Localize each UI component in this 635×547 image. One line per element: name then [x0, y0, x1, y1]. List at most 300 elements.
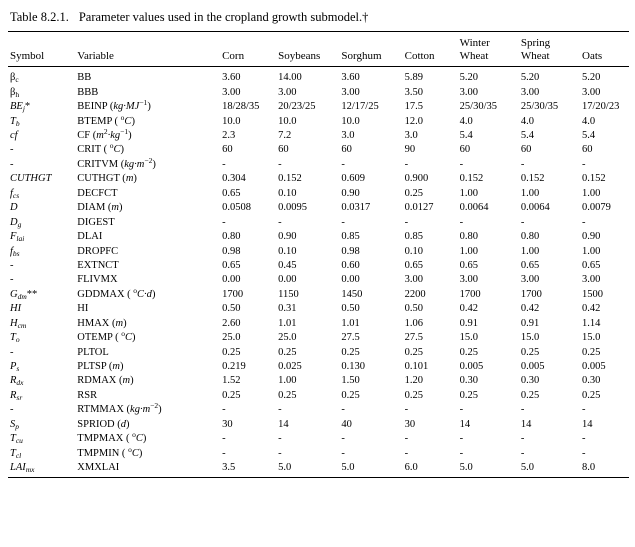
cell-winter: 4.0	[459, 115, 473, 127]
cell-spring: 0.25	[520, 346, 540, 358]
cell-sorghum: 5.0	[341, 462, 355, 474]
cell-corn: 0.219	[222, 361, 246, 373]
cell-winter: -	[459, 404, 464, 416]
cell-spring: -	[520, 447, 525, 459]
cell-corn: 30	[222, 418, 233, 430]
cell-variable: OTEMP ( $^o$C)	[77, 329, 136, 344]
cell-corn: 0.304	[222, 173, 246, 185]
cell-variable: RTMMAX $(kg\cdot m^{-2})$	[77, 401, 162, 416]
cell-winter: 0.65	[459, 259, 479, 271]
cell-symbol: $D_g$	[10, 216, 22, 229]
cell-cotton: 90	[404, 144, 416, 156]
cell-variable: FLIVMX	[77, 274, 118, 286]
cell-soybeans: 0.25	[278, 389, 297, 401]
cell-oats: 14	[582, 418, 593, 430]
cell-spring: 0.65	[520, 259, 540, 271]
cell-cotton: 0.25	[404, 389, 423, 401]
cell-sorghum: 1.50	[341, 375, 360, 387]
col-header-oats: Oats	[580, 50, 629, 67]
cell-cotton: 30	[404, 418, 416, 430]
cell-spring: -	[520, 404, 525, 416]
cell-oats: 0.152	[582, 173, 606, 185]
table-row	[8, 114, 629, 128]
cell-winter: 25/30/35	[459, 101, 498, 113]
cell-variable: TMPMIN ( $^o$C)	[77, 444, 143, 459]
cell-soybeans: 0.00	[278, 274, 297, 286]
cell-soybeans: 1.00	[278, 375, 297, 387]
cell-spring: 1.00	[520, 245, 540, 257]
col-header-variable: Variable	[75, 50, 220, 67]
cell-sorghum: -	[341, 404, 345, 416]
cell-oats: 17/20/23	[582, 101, 620, 113]
cell-symbol: $BE_j*$	[10, 101, 31, 114]
cell-winter: 0.80	[459, 231, 479, 243]
cell-winter: 0.30	[459, 375, 479, 387]
cell-spring: 25/30/35	[520, 101, 559, 113]
cell-winter: 15.0	[459, 332, 479, 344]
cell-spring: 14	[520, 418, 532, 430]
cell-variable: CUTHGT (m)	[77, 173, 137, 185]
cell-symbol: CUTHGT	[10, 173, 52, 185]
cell-sorghum: 27.5	[341, 332, 360, 344]
cell-sorghum: 0.85	[341, 231, 360, 243]
table-row	[8, 461, 629, 475]
cell-soybeans: -	[278, 447, 282, 459]
table-row	[8, 287, 629, 301]
cell-sorghum: 3.60	[341, 72, 360, 84]
table-row	[8, 100, 629, 114]
table-row	[8, 345, 629, 359]
cell-soybeans: 1150	[278, 288, 299, 300]
cell-spring: 3.00	[520, 274, 540, 286]
col-header-symbol: Symbol	[8, 50, 75, 67]
cell-sorghum: 0.90	[341, 187, 360, 199]
col-header-spring: Wheat	[519, 50, 580, 67]
cell-corn: 2.60	[222, 317, 241, 329]
cell-sorghum: 0.25	[341, 389, 360, 401]
col-header-winter: Wheat	[458, 50, 519, 67]
table-row	[8, 374, 629, 388]
cell-cotton: 17.5	[404, 101, 423, 113]
cell-spring: 1.00	[520, 187, 540, 199]
cell-soybeans: 0.152	[278, 173, 302, 185]
cell-spring: 1700	[520, 288, 542, 300]
cell-variable: DROPFC	[77, 245, 119, 257]
cell-soybeans: -	[278, 158, 282, 170]
cell-variable: BTEMP ( $^o$C)	[77, 112, 135, 127]
table-row	[8, 417, 629, 431]
table-row	[8, 230, 629, 244]
col-header-variable-top	[75, 32, 220, 50]
cell-corn: 0.80	[222, 231, 241, 243]
cell-oats: 0.005	[582, 361, 606, 373]
cell-corn: 0.00	[222, 274, 241, 286]
cell-winter: 1700	[459, 288, 481, 300]
cell-soybeans: 14.00	[278, 72, 302, 84]
cell-spring: 60	[520, 144, 532, 156]
cell-spring: -	[520, 216, 525, 228]
cell-spring: 5.4	[520, 130, 534, 142]
table-number: Table 8.2.1.	[10, 10, 69, 24]
cell-corn: 2.3	[222, 130, 236, 142]
cell-oats: 15.0	[582, 332, 601, 344]
cell-winter: 0.152	[459, 173, 484, 185]
cell-oats: 5.20	[582, 72, 601, 84]
cell-symbol: $F_{lai}$	[10, 231, 25, 244]
cell-variable: RDMAX (m)	[77, 375, 134, 387]
cell-spring: 0.0064	[520, 202, 550, 214]
cell-soybeans: 7.2	[278, 130, 292, 142]
cell-symbol: -	[10, 404, 14, 416]
cell-corn: 10.0	[222, 115, 241, 127]
col-header-cotton: Cotton	[403, 50, 458, 67]
col-header-corn-top	[220, 32, 276, 50]
cell-soybeans: 0.45	[278, 259, 297, 271]
cell-winter: 0.91	[459, 317, 479, 329]
cell-cotton: 0.50	[404, 303, 423, 315]
cell-sorghum: 60	[341, 144, 352, 156]
cell-sorghum: -	[341, 216, 345, 228]
cell-corn: 0.65	[222, 187, 241, 199]
cell-sorghum: 12/17/25	[341, 101, 379, 113]
cell-symbol: $P_s$	[10, 361, 20, 374]
cell-symbol: cf	[10, 130, 18, 142]
cell-variable: DECFCT	[77, 187, 118, 199]
cell-variable: TMPMAX ( $^o$C)	[77, 430, 147, 445]
cell-cotton: 27.5	[404, 332, 423, 344]
cell-corn: 25.0	[222, 332, 241, 344]
cell-cotton: 2200	[404, 288, 426, 300]
cell-symbol: HI	[10, 303, 22, 315]
cell-winter: -	[459, 216, 464, 228]
cell-oats: 4.0	[582, 115, 596, 127]
col-header-soybeans: Soybeans	[276, 50, 339, 67]
cell-variable: DIGEST	[77, 216, 115, 228]
cell-symbol: $H_{cm}$	[10, 317, 27, 330]
cell-sorghum: 3.00	[341, 86, 360, 98]
col-header-sorghum-top	[339, 32, 402, 50]
cell-soybeans: 0.0095	[278, 202, 308, 214]
cell-variable: CF $(m^2\cdot kg^{-1})$	[77, 127, 132, 142]
cell-corn: -	[222, 158, 226, 170]
table-row	[8, 403, 629, 417]
cell-winter: 3.00	[459, 274, 479, 286]
cell-symbol: $T_b$	[10, 115, 20, 128]
cell-variable: XMXLAI	[77, 462, 120, 474]
table-header-row-top	[8, 32, 629, 50]
cell-symbol: -	[10, 144, 14, 156]
cell-cotton: -	[404, 433, 409, 445]
cell-oats: 3.00	[582, 274, 601, 286]
cell-spring: 3.00	[520, 86, 540, 98]
cell-corn: 0.50	[222, 303, 241, 315]
table-row	[8, 273, 629, 287]
cell-oats: -	[582, 158, 586, 170]
cell-spring: 0.30	[520, 375, 540, 387]
cell-oats: 8.0	[582, 462, 596, 474]
cell-spring: 0.005	[520, 361, 545, 373]
cell-cotton: 0.0127	[404, 202, 434, 214]
cell-variable: DIAM (m)	[77, 202, 123, 214]
cell-sorghum: 0.00	[341, 274, 360, 286]
cell-soybeans: 0.90	[278, 231, 297, 243]
cell-sorghum: 0.130	[341, 361, 366, 373]
cell-symbol: $T_{cu}$	[10, 433, 23, 446]
cell-corn: 0.98	[222, 245, 241, 257]
cell-corn: -	[222, 433, 226, 445]
table-body	[8, 67, 629, 475]
cell-sorghum: 1.01	[341, 317, 360, 329]
cell-sorghum: 0.60	[341, 259, 360, 271]
cell-cotton: -	[404, 404, 409, 416]
cell-winter: 1.00	[459, 187, 479, 199]
cell-winter: 5.20	[459, 72, 479, 84]
table-header-row	[8, 50, 629, 67]
cell-cotton: 0.85	[404, 231, 423, 243]
table-row	[8, 258, 629, 272]
table-row	[8, 129, 629, 143]
cell-symbol: $f_{cs}$	[10, 187, 20, 200]
cell-corn: 60	[222, 144, 233, 156]
cell-corn: -	[222, 404, 226, 416]
cell-corn: -	[222, 447, 226, 459]
cell-spring: 0.25	[520, 389, 540, 401]
cell-symbol: $LAI_{mx}$	[10, 462, 35, 475]
cell-oats: 5.4	[582, 130, 596, 142]
col-header-corn: Corn	[220, 50, 276, 67]
cell-cotton: 3.00	[404, 274, 423, 286]
cell-variable: SPRIOD (d)	[77, 418, 130, 430]
table-row	[8, 186, 629, 200]
cell-cotton: -	[404, 447, 409, 459]
cell-soybeans: 0.31	[278, 303, 297, 315]
cell-soybeans: -	[278, 404, 282, 416]
cell-sorghum: 40	[341, 418, 352, 430]
cell-soybeans: 0.10	[278, 187, 297, 199]
table-row	[8, 201, 629, 215]
cell-corn: 0.65	[222, 259, 241, 271]
cell-cotton: 1.06	[404, 317, 423, 329]
cell-soybeans: 5.0	[278, 462, 292, 474]
cell-corn: 0.25	[222, 389, 241, 401]
col-header-spring-top: Spring	[519, 32, 580, 50]
col-header-sorghum: Sorghum	[339, 50, 402, 67]
cell-cotton: 0.25	[404, 187, 423, 199]
cell-winter: 0.005	[459, 361, 484, 373]
table-row	[8, 215, 629, 229]
cell-oats: 0.30	[582, 375, 601, 387]
cell-soybeans: 0.25	[278, 346, 297, 358]
cell-symbol: D	[10, 202, 18, 214]
table-caption	[10, 10, 629, 25]
table-row	[8, 360, 629, 374]
cell-winter: 5.4	[459, 130, 473, 142]
cell-sorghum: 0.25	[341, 346, 360, 358]
col-header-oats-top	[580, 32, 629, 50]
cell-variable: HI	[77, 303, 89, 315]
cell-symbol: -	[10, 274, 14, 286]
cell-winter: -	[459, 447, 464, 459]
table-header	[8, 32, 629, 67]
cell-winter: 0.25	[459, 346, 479, 358]
cell-variable: HMAX (m)	[77, 317, 127, 329]
cell-corn: 3.60	[222, 72, 241, 84]
cell-oats: -	[582, 216, 586, 228]
cell-variable: BEINP $(kg\cdot MJ^{-1})$	[77, 98, 151, 113]
cell-symbol: $\beta_c$	[10, 72, 19, 85]
cell-corn: 1.52	[222, 375, 241, 387]
table-row	[8, 157, 629, 171]
cell-spring: 0.42	[520, 303, 540, 315]
cell-cotton: -	[404, 216, 409, 228]
cell-variable: EXTNCT	[77, 259, 119, 271]
cell-oats: 0.0079	[582, 202, 611, 214]
cell-soybeans: -	[278, 216, 282, 228]
cell-symbol: $f_{bs}$	[10, 245, 20, 258]
cell-sorghum: 0.98	[341, 245, 360, 257]
cell-winter: 14	[459, 418, 471, 430]
cell-spring: 0.152	[520, 173, 545, 185]
cell-sorghum: 0.50	[341, 303, 360, 315]
cell-cotton: 0.101	[404, 361, 429, 373]
cell-soybeans: 0.025	[278, 361, 302, 373]
cell-symbol: $T_{cl}$	[10, 447, 22, 460]
cell-sorghum: 3.0	[341, 130, 355, 142]
cell-spring: -	[520, 158, 525, 170]
cell-variable: RSR	[77, 389, 98, 401]
cell-cotton: 12.0	[404, 115, 423, 127]
cell-soybeans: 60	[278, 144, 289, 156]
cell-soybeans: 14	[278, 418, 289, 430]
table-row	[8, 388, 629, 402]
cell-oats: 1.00	[582, 187, 601, 199]
cell-variable: PLTOL	[77, 346, 109, 358]
cell-variable: GDDMAX ( $^o$C·d)	[77, 285, 156, 300]
cell-variable: CRIT ( $^o$C)	[77, 141, 125, 156]
table-row	[8, 432, 629, 446]
cell-spring: 15.0	[520, 332, 540, 344]
cell-sorghum: -	[341, 447, 345, 459]
cell-oats: 3.00	[582, 86, 601, 98]
col-header-winter-top: Winter	[458, 32, 519, 50]
cell-corn: 0.0508	[222, 202, 251, 214]
cell-oats: 0.42	[582, 303, 601, 315]
cell-soybeans: 20/23/25	[278, 101, 316, 113]
cell-symbol: -	[10, 158, 14, 170]
cell-winter: 0.25	[459, 389, 479, 401]
cell-winter: 0.42	[459, 303, 479, 315]
cell-corn: -	[222, 216, 226, 228]
cell-sorghum: 1450	[341, 288, 363, 300]
cell-variable: DLAI	[77, 231, 103, 243]
cell-corn: 3.00	[222, 86, 241, 98]
cell-cotton: -	[404, 158, 409, 170]
cell-sorghum: -	[341, 433, 345, 445]
cell-winter: 0.0064	[459, 202, 489, 214]
cell-soybeans: 3.00	[278, 86, 297, 98]
cell-winter: 5.0	[459, 462, 473, 474]
table-row	[8, 446, 629, 460]
cell-oats: 0.25	[582, 389, 601, 401]
cell-symbol: -	[10, 259, 14, 271]
cell-sorghum: 10.0	[341, 115, 360, 127]
cell-oats: 0.65	[582, 259, 601, 271]
cell-winter: 1.00	[459, 245, 479, 257]
table-bottom-rule	[8, 477, 629, 478]
col-header-cotton-top	[403, 32, 458, 50]
col-header-symbol-top	[8, 32, 75, 50]
cell-cotton: 3.0	[404, 130, 418, 142]
cell-oats: 0.90	[582, 231, 601, 243]
cell-oats: 0.25	[582, 346, 601, 358]
cell-soybeans: 25.0	[278, 332, 297, 344]
cell-soybeans: 1.01	[278, 317, 297, 329]
cell-winter: -	[459, 158, 464, 170]
cell-spring: 5.20	[520, 72, 540, 84]
cell-cotton: 0.25	[404, 346, 423, 358]
cell-spring: 5.0	[520, 462, 534, 474]
cell-symbol: $T_o$	[10, 332, 20, 345]
cell-oats: -	[582, 433, 586, 445]
table-row	[8, 302, 629, 316]
cell-cotton: 0.900	[404, 173, 429, 185]
cell-winter: -	[459, 433, 464, 445]
cell-spring: 0.91	[520, 317, 540, 329]
cell-symbol: $\beta_h$	[10, 86, 20, 99]
cell-sorghum: -	[341, 158, 345, 170]
cell-oats: 1.00	[582, 245, 601, 257]
table-row	[8, 331, 629, 345]
cell-winter: 60	[459, 144, 471, 156]
cell-spring: 4.0	[520, 115, 534, 127]
cell-oats: 60	[582, 144, 593, 156]
cell-corn: 0.25	[222, 346, 241, 358]
table-row	[8, 67, 629, 85]
cell-variable: BB	[77, 72, 92, 84]
cell-corn: 3.5	[222, 462, 236, 474]
cell-oats: -	[582, 447, 586, 459]
cell-soybeans: 10.0	[278, 115, 297, 127]
cell-spring: 0.80	[520, 231, 540, 243]
cell-cotton: 1.20	[404, 375, 423, 387]
col-header-soybeans-top	[276, 32, 339, 50]
table-row	[8, 244, 629, 258]
cell-variable: PLTSP (m)	[77, 361, 124, 373]
table-row	[8, 316, 629, 330]
cell-symbol: -	[10, 346, 14, 358]
cell-cotton: 0.65	[404, 259, 423, 271]
cell-corn: 1700	[222, 288, 244, 300]
cell-cotton: 3.50	[404, 86, 423, 98]
cell-cotton: 0.10	[404, 245, 423, 257]
cell-oats: -	[582, 404, 586, 416]
cell-oats: 1500	[582, 288, 604, 300]
cell-soybeans: -	[278, 433, 282, 445]
cell-spring: -	[520, 433, 525, 445]
cell-variable: BBB	[77, 86, 99, 98]
cell-oats: 1.14	[582, 317, 601, 329]
cell-cotton: 6.0	[404, 462, 418, 474]
table-caption-text: Parameter values used in the cropland growth submodel.†	[78, 10, 369, 24]
table-row	[8, 85, 629, 99]
cell-soybeans: 0.10	[278, 245, 297, 257]
table-row	[8, 143, 629, 157]
cell-symbol: $R_{dx}$	[10, 375, 24, 388]
cell-symbol: $G_{dm}**$	[10, 288, 38, 301]
table-row	[8, 172, 629, 186]
cell-symbol: $R_{sr}$	[10, 389, 23, 402]
cell-sorghum: 0.609	[341, 173, 366, 185]
